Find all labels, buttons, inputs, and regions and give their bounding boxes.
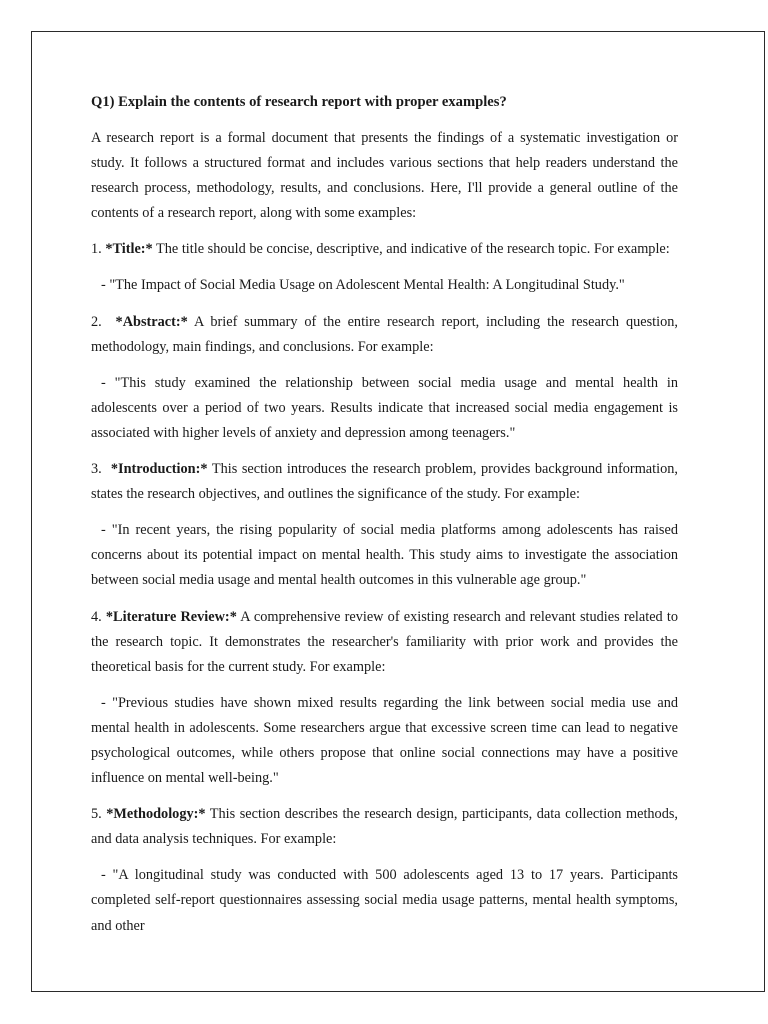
section-description: A comprehensive review of existing research and relevant studies related to the research topic. It demonstrates the researcher's familiarity with prior work and provides the theoretical basis for the current study. For example: (91, 608, 678, 675)
section-example: - "In recent years, the rising popularity of social media platforms among adolescents has raised concerns about its potential impact on mental health. This study aims to investigate the association between social media usage and mental health outcomes in this vulnerable age group." (91, 522, 678, 589)
intro-paragraph: A research report is a formal document that presents the findings of a systematic investigation or study. It follows a structured format and includes various sections that help readers understand the research process, methodology, results, and conclusions. Here, I'll provide a general outline of the contents of a research report, along with some examples: (91, 130, 678, 222)
section-methodology (91, 802, 678, 852)
section-abstract (91, 310, 678, 360)
document-page (31, 31, 765, 992)
section-heading: *Title:* (105, 241, 153, 258)
section-heading: *Introduction:* (110, 461, 208, 478)
section-example: - "A longitudinal study was conducted with 500 adolescents aged 13 to 17 years. Participants completed self-report questionnaires assessing social media usage patterns, mental health symptoms, and other (91, 867, 678, 934)
section-example: - "The Impact of Social Media Usage on Adolescent Mental Health: A Longitudinal Study." (101, 277, 625, 294)
section-number: 2. (91, 313, 102, 330)
section-number: 5. (91, 806, 102, 823)
section-description: This section introduces the research problem, provides background information, states the research objectives, and outlines the significance of the study. For example: (91, 461, 678, 503)
section-description: A brief summary of the entire research report, including the research question, methodology, main findings, and conclusions. For example: (91, 313, 678, 355)
section-heading: *Literature Review:* (105, 608, 237, 625)
question-heading: Q1) Explain the contents of research report with proper examples? (91, 94, 507, 110)
section-number: 1. (91, 241, 102, 258)
section-heading: *Methodology:* (106, 806, 206, 823)
section-example: - "Previous studies have shown mixed results regarding the link between social media use and mental health in adolescents. Some researchers argue that excessive screen time can lead to negative psychological outcomes, while others propose that online social connections may have a positive influence on mental well-being." (91, 694, 678, 787)
section-example: - "This study examined the relationship between social media usage and mental health in adolescents over a period of two years. Results indicate that increased social media engagement is associated with higher levels of anxiety and depression among teenagers." (91, 374, 678, 441)
section-number: 3. (91, 461, 102, 478)
section-literature-review (91, 605, 678, 680)
section-description: This section describes the research design, participants, data collection methods, and data analysis techniques. For example: (91, 806, 678, 848)
section-number: 4. (91, 608, 102, 625)
section-description: The title should be concise, descriptive, and indicative of the research topic. For example: (156, 241, 670, 258)
section-heading: *Abstract:* (115, 313, 188, 330)
document-content (91, 90, 678, 950)
section-title (91, 237, 678, 262)
section-introduction (91, 457, 678, 507)
